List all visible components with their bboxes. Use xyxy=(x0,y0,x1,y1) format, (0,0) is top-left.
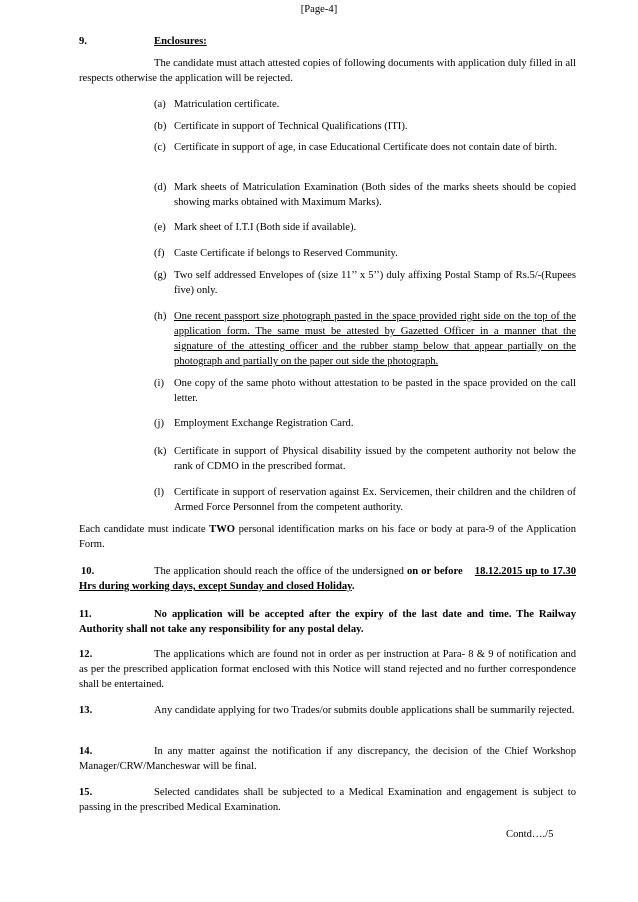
deadline-hours: Hrs during working days, except Sunday and closed Holiday xyxy=(79,581,352,592)
item-l-label: (l) xyxy=(154,487,164,498)
item-f-text: Caste Certificate if belongs to Reserved Community. xyxy=(174,248,398,259)
item-k-text: Certificate in support of Physical disability issued by the competent authority not below the rank of CDMO in the prescribed format. xyxy=(174,446,576,472)
section-12-text: The applications which are found not in order as per instruction at Para- 8 & 9 of notification and as per the prescribed application format enclosed with this Notice will stand rejected and no further correspondence shall be entertained. xyxy=(79,649,576,690)
deadline-on-or-before: on or before xyxy=(406,566,463,577)
item-h-text: One recent passport size photograph pasted in the space provided right side on the top of the application form. The same must be attested by Gazetted Officer in a manner that the signature of the attesting officer and the rubber stamp below that appear partially on the photograph and partially on the paper out side the photograph. xyxy=(174,311,576,367)
section-13-text: Any candidate applying for two Trades/or submits double applications shall be summarily rejected. xyxy=(154,705,575,716)
deadline-text: The application should reach the office of the undersigned xyxy=(154,566,407,577)
deadline-end: . xyxy=(351,581,355,592)
continued-label: Contd…./5 xyxy=(506,829,554,840)
section-12-number: 12. xyxy=(79,649,93,660)
section-15-number: 15. xyxy=(79,787,93,798)
section-15-text: Selected candidates shall be subjected to a Medical Examination and engagement is subject to passing in the prescribed Medical Examination. xyxy=(79,787,576,813)
item-a-label: (a) xyxy=(154,99,166,110)
item-l-text: Certificate in support of reservation against Ex. Servicemen, their children and the children of Armed Force Personnel from the competent authority. xyxy=(174,487,576,513)
item-c-label: (c) xyxy=(154,142,166,153)
item-i-text: One copy of the same photo without attestation to be pasted in the space provided on the call letter. xyxy=(174,378,576,404)
item-e-label: (e) xyxy=(154,222,166,233)
item-a-text: Matriculation certificate. xyxy=(174,99,280,110)
section-9-title: Enclosures: xyxy=(154,36,207,47)
section-11-number: 11. xyxy=(79,609,92,620)
section-9-number: 9. xyxy=(79,36,87,47)
marks-text-start: Each candidate must indicate xyxy=(79,524,210,535)
identification-marks-note xyxy=(79,522,576,552)
item-d-text: Mark sheets of Matriculation Examination (Both sides of the marks sheets should be copied showing marks obtained with Maximum Marks). xyxy=(174,182,576,208)
item-j-label: (j) xyxy=(154,418,164,429)
deadline-date: 18.12.2015 up to 17.30 xyxy=(474,566,576,577)
page-label: [Page-4] xyxy=(300,4,338,15)
section-9-intro: The candidate must attach attested copies of following documents with application duly filled in all respects otherwise the application will be rejected. xyxy=(79,58,576,84)
section-13-number: 13. xyxy=(79,705,93,716)
section-10-number: 10. xyxy=(81,566,95,577)
item-b-label: (b) xyxy=(154,121,167,132)
item-g-label: (g) xyxy=(154,270,167,281)
section-10-text xyxy=(79,564,576,594)
section-14-number: 14. xyxy=(79,746,93,757)
item-e-text: Mark sheet of I.T.I (Both side if available). xyxy=(174,222,357,233)
item-i-label: (i) xyxy=(154,378,164,389)
section-11-text: No application will be accepted after the expiry of the last date and time. The Railway Authority shall not take any responsibility for any postal delay. xyxy=(79,609,576,635)
marks-count: TWO xyxy=(209,524,236,535)
marks-text-end: personal identification marks on his face or body at para-9 of the Application Form. xyxy=(79,524,577,550)
item-h-label: (h) xyxy=(154,311,167,322)
item-b-text: Certificate in support of Technical Qualifications (ITI). xyxy=(174,121,408,132)
item-c-text: Certificate in support of age, in case Educational Certificate does not contain date of birth. xyxy=(174,142,558,153)
item-f-label: (f) xyxy=(154,248,165,259)
item-k-label: (k) xyxy=(154,446,167,457)
item-g-text: Two self addressed Envelopes of (size 11’’ x 5’’) duly affixing Postal Stamp of Rs.5/-(Rupees five) only. xyxy=(174,270,576,296)
section-14-text: In any matter against the notification if any discrepancy, the decision of the Chief Workshop Manager/CRW/Mancheswar will be final. xyxy=(79,746,576,772)
item-d-label: (d) xyxy=(154,182,167,193)
item-j-text: Employment Exchange Registration Card. xyxy=(174,418,354,429)
